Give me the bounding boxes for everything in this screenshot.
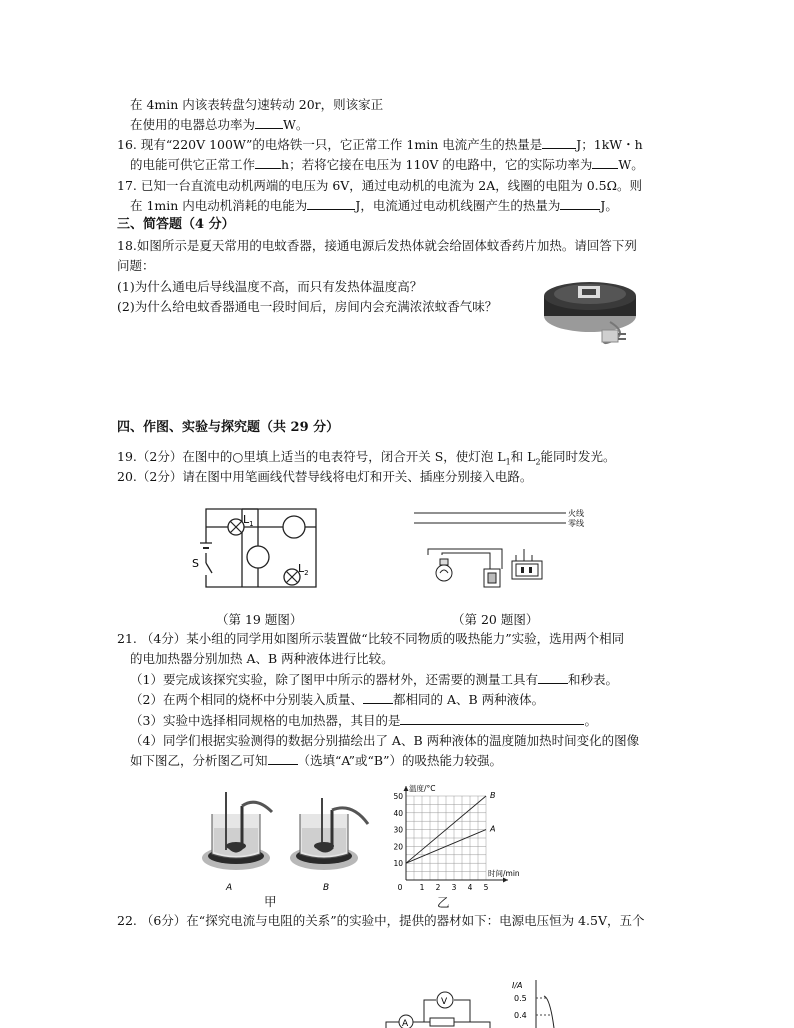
series-label-a: A	[490, 824, 496, 834]
beaker-b-icon	[290, 798, 368, 870]
q21-sub2-b: 都相同的 A、B 两种液体。	[392, 692, 545, 707]
q16-text-b: J；1kW・h	[576, 137, 643, 152]
q21-blank4[interactable]	[268, 752, 298, 765]
x-axis-arrow	[503, 878, 508, 883]
q15-text-a: 在使用的电器总功率为	[130, 117, 256, 132]
q16-text-c: 的电能可供它正常工作	[130, 157, 256, 172]
q19-text-b: 和 L	[510, 449, 536, 464]
q21-blank2[interactable]	[363, 691, 393, 704]
power-socket-icon[interactable]	[512, 549, 542, 579]
y-tick-label: 40	[393, 808, 403, 818]
q21-blank1[interactable]	[538, 671, 568, 684]
q17-text-a: 在 1min 内电动机消耗的电能为	[130, 198, 308, 213]
fig19-label-l2: $L_2$	[298, 562, 309, 577]
ammeter-label: A	[402, 1019, 409, 1028]
q16-blank1[interactable]	[542, 136, 576, 149]
meter-circle-2[interactable]	[247, 546, 269, 568]
q22-line1: 22. （6分）在“探究电流与电阻的关系”的实验中，提供的器材如下：电源电压恒为 4.5V，五个	[117, 913, 645, 928]
beaker-b-label: B	[323, 883, 330, 893]
fig19-label-l1: $L_1$	[243, 513, 254, 528]
q18-line1: 18.如图所示是夏天常用的电蚊香器，接通电源后发热体就会给固体蚊香药片加热。请回答下列	[117, 238, 637, 253]
fig22-partial	[380, 976, 580, 1028]
q17-blank1[interactable]	[307, 197, 355, 210]
q15-line2	[130, 116, 308, 134]
q20-text: 20.（2分）请在图中用笔画线代替导线将电灯和开关、插座分别接入电路。	[117, 469, 533, 484]
q16-blank2[interactable]	[255, 156, 281, 169]
q17-line1: 17. 已知一台直流电动机两端的电压为 6V，通过电动机的电流为 2A，线圈的电阻为 0.5Ω。则	[117, 178, 642, 193]
fig19-circuit	[192, 505, 326, 595]
meter-circle-1[interactable]	[283, 516, 305, 538]
section-3-title: 三、简答题（4 分）	[117, 217, 235, 232]
q21-sub2-a: （2）在两个相同的烧杯中分别装入质量、	[130, 692, 363, 707]
q15-line1: 在 4min 内该表转盘匀速转动 20r，则该家正	[130, 97, 384, 112]
fig20-wiring	[414, 505, 594, 595]
beaker-a-label: A	[226, 883, 233, 893]
q16-line2	[130, 156, 644, 174]
q17-text-c: J。	[600, 198, 618, 213]
y-axis-label: 温度/°C	[409, 784, 436, 793]
fig22-graph	[512, 980, 554, 1028]
q21-sub3	[130, 712, 597, 730]
q21-sub3-a: （3）实验中选择相同规格的电加热器，其目的是	[130, 713, 401, 728]
x-axis-label: 时间/min	[488, 869, 520, 878]
q21-sub1-a: （1）要完成该探究实验，除了图甲中所示的器材外，还需要的测量工具有	[130, 672, 538, 687]
x-tick-label: 3	[451, 883, 457, 892]
x-tick-label: 4	[467, 883, 473, 892]
fig19-label-s: S	[192, 557, 199, 570]
q16-text-d: h；若将它接在电压为 110V 的电路中，它的实际功率为	[281, 157, 593, 172]
x-tick-label: 5	[483, 883, 489, 892]
q16-blank3[interactable]	[592, 156, 618, 169]
wall-switch-icon[interactable]	[484, 569, 500, 587]
light-bulb-icon	[436, 559, 452, 581]
y-tick-label: 30	[393, 825, 403, 835]
fig21-beakers	[196, 792, 386, 902]
q21-sub3-b: 。	[584, 713, 597, 728]
mosquito-repellent-image	[540, 272, 660, 352]
x-tick-label: 1	[419, 883, 425, 892]
q19-text-c: 能同时发光。	[540, 449, 616, 464]
q19-text-a: 19.（2分）在图中的○里填上适当的电表符号，闭合开关 S，使灯泡 L	[117, 449, 506, 464]
lamp-l1-icon	[228, 519, 244, 535]
q18-sub1: (1)为什么通电后导线温度不高，而只有发热体温度高？	[117, 279, 423, 294]
q16-line1	[117, 136, 643, 154]
q19-sub2: 2	[535, 457, 541, 467]
fig22-tick-0: 0.5	[514, 994, 527, 1003]
q21-sub4-b: （选填“A”或“B”）的吸热能力较强。	[297, 753, 502, 768]
fig21-caption-yi: 乙	[437, 895, 450, 910]
y-axis-arrow	[404, 786, 409, 791]
q18-sub2: (2)为什么给电蚊香器通电一段时间后，房间内会充满浓浓蚊香气味？	[117, 299, 498, 314]
q17-line2	[130, 197, 618, 215]
q21-sub1-b: 和秒表。	[567, 672, 618, 687]
fig19-caption: （第 19 题图）	[216, 612, 303, 627]
fig22-tick-1: 0.4	[514, 1011, 527, 1020]
q17-blank2[interactable]	[560, 197, 600, 210]
fig22-ylabel: I/A	[512, 981, 523, 990]
x-tick-label: 0	[397, 883, 403, 892]
y-tick-label: 50	[393, 792, 403, 801]
temperature-time-chart	[380, 780, 540, 894]
y-tick-label: 20	[393, 842, 403, 852]
q16-text-e: W。	[618, 157, 644, 172]
q16-text-a: 16. 现有“220V 100W”的电烙铁一只，它正常工作 1min 电流产生的热量是	[117, 137, 543, 152]
section-4-title: 四、作图、实验与探究题（共 29 分）	[117, 420, 340, 435]
q18-line2: 问题：	[117, 258, 155, 273]
neutral-wire-label: 零线	[568, 519, 584, 528]
q21-sub1	[130, 671, 618, 689]
series-label-b: B	[490, 791, 496, 800]
y-tick-label: 10	[393, 859, 403, 869]
q21-sub4-a: 如下图乙，分析图乙可知	[130, 753, 268, 768]
q21-sub4-line1: （4）同学们根据实验测得的数据分别描绘出了 A、B 两种液体的温度随加热时间变化的图像	[130, 733, 640, 748]
fig20-caption: （第 20 题图）	[452, 612, 539, 627]
fig21-caption-jia: 甲	[264, 894, 277, 909]
q21-blank3[interactable]	[400, 712, 584, 725]
voltmeter-label: V	[441, 997, 448, 1007]
q17-text-b: J，电流通过电动机线圈产生的热量为	[355, 198, 561, 213]
q21-sub2	[130, 691, 544, 709]
q21-line2: 的电加热器分别加热 A、B 两种液体进行比较。	[130, 651, 394, 666]
q15-blank[interactable]	[255, 116, 283, 129]
beaker-a-icon	[202, 792, 272, 870]
q21-line1: 21. （4分）某小组的同学用如图所示装置做“比较不同物质的吸热能力”实验，选用两个相同	[117, 631, 625, 646]
q19-sub1: 1	[505, 457, 511, 467]
x-tick-label: 2	[435, 883, 441, 892]
q21-sub4-line2	[130, 752, 502, 770]
q15-text-b: W。	[283, 117, 309, 132]
live-wire-label: 火线	[568, 509, 584, 518]
